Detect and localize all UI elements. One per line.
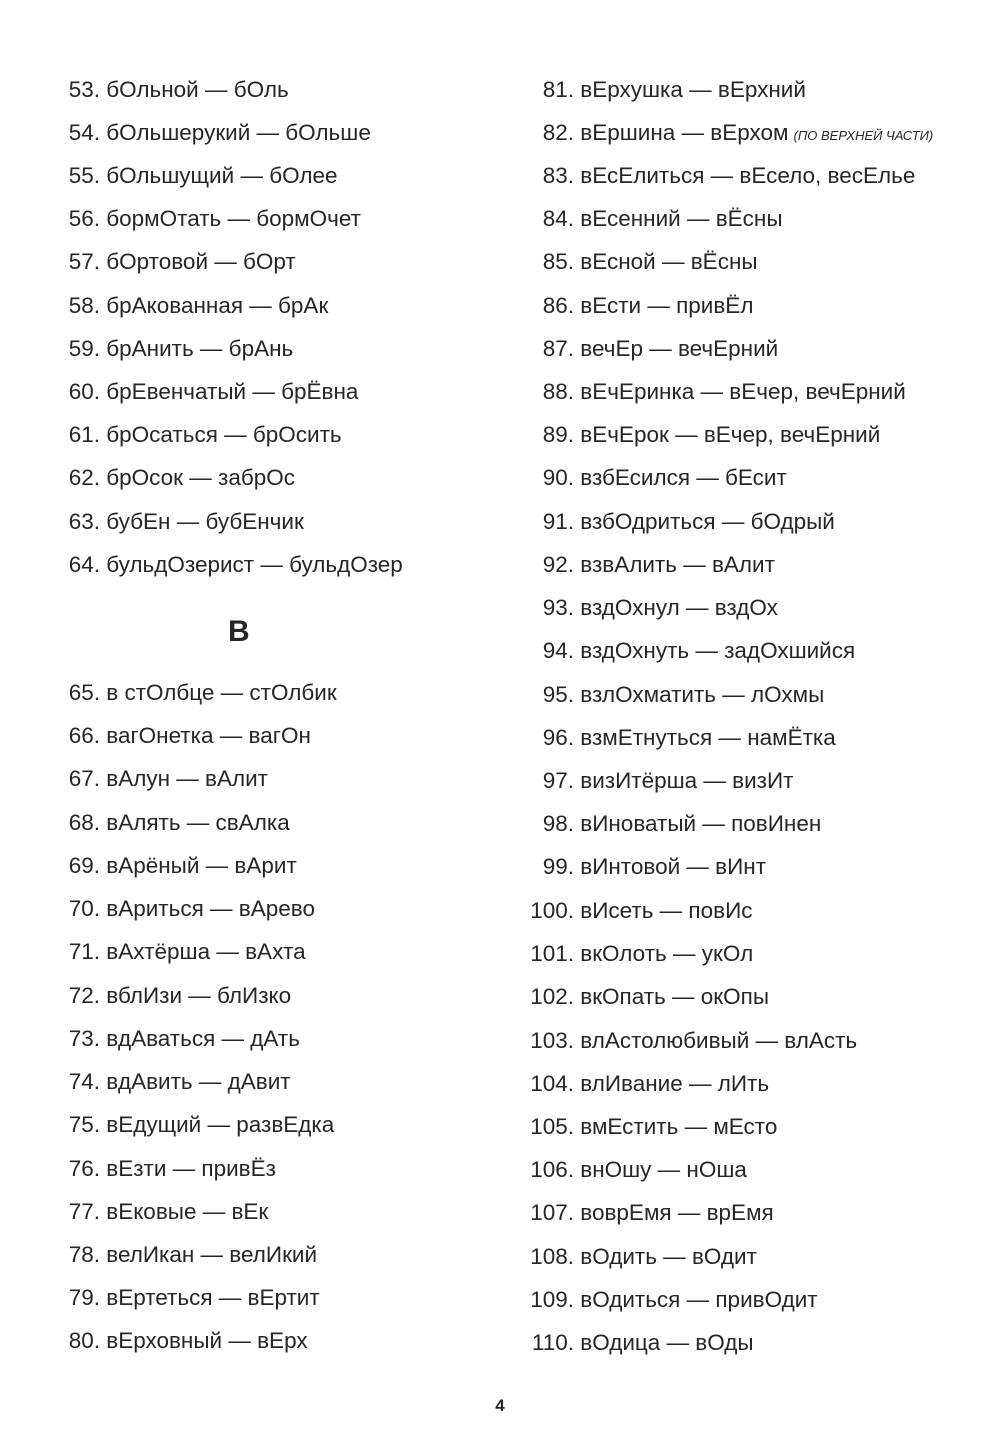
entry-number: 83. [542,163,574,188]
right-entry [0,1021,857,1061]
entry-number: 85. [542,249,574,274]
entry-word-pair: вечЕр — вечЕрний [574,336,779,361]
page-number: 4 [495,1396,505,1415]
entry-number: 104. [530,1071,574,1096]
entry-number: 95. [542,682,574,707]
entry-number: 57. [68,249,100,274]
entry-word-pair: вЕрхушка — вЕрхний [574,77,806,102]
right-entry [0,1323,754,1363]
entry-word-pair: вИсеть — повИс [574,898,753,923]
right-entry [0,847,766,887]
right-entry [0,372,906,412]
entry-word-pair: вИноватый — повИнен [574,811,822,836]
entry-number: 110. [531,1330,574,1355]
right-entry [0,891,753,931]
entry-word-pair: бОльшущий — бОлее [100,163,338,188]
entry-number: 109. [530,1287,574,1312]
entry-word-pair: взлОхматить — лОхмы [574,682,825,707]
right-entry [0,1064,769,1104]
entry-word-pair: вАриться — вАрево [100,896,315,921]
right-entry [0,1237,757,1277]
entry-word-pair: вАлять — свАлка [100,810,290,835]
entry-number: 74. [68,1069,100,1094]
entry-number: 76. [68,1156,100,1181]
entry-word-pair: воврЕмя — врЕмя [574,1200,774,1225]
entry-word-pair: брАкованная — брАк [100,293,329,318]
entry-word-pair: взбОдриться — бОдрый [574,509,835,534]
entry-number: 66. [68,723,100,748]
entry-number: 60. [68,379,100,404]
entry-word-pair: бубЕн — бубЕнчик [100,509,304,534]
entry-word-pair: вОдиться — привОдит [574,1287,818,1312]
entry-word-pair: вблИзи — блИзко [100,983,292,1008]
entry-word-pair: бОльшерукий — бОльше [100,120,371,145]
entry-word-pair: вЕзти — привЁз [100,1156,276,1181]
entry-number: 103. [530,1028,574,1053]
entry-word-pair: вЕршина — вЕрхом [574,120,789,145]
entry-word-pair: брОсок — забрОс [100,465,295,490]
entry-number: 53. [68,77,100,102]
entry-word-pair: вЕсенний — вЁсны [574,206,783,231]
entry-number: 91. [542,509,574,534]
entry-number: 86. [542,293,574,318]
entry-word-pair: бОртовой — бОрт [100,249,296,274]
entry-word-pair: вкОпать — окОпы [574,984,769,1009]
entry-word-pair: вдАвить — дАвит [100,1069,291,1094]
entry-word-pair: велИкан — велИкий [100,1242,318,1267]
entry-number: 90. [542,465,574,490]
entry-number: 81. [542,77,574,102]
right-entry [0,1107,777,1147]
entry-word-pair: вОдица — вОды [574,1330,754,1355]
entry-number: 78. [68,1242,100,1267]
entry-number: 62. [68,465,100,490]
entry-number: 64. [68,552,100,577]
entry-word-pair: вкОлоть — укОл [574,941,754,966]
entry-number: 88. [542,379,574,404]
right-entry [0,977,769,1017]
entry-number: 92. [542,552,574,577]
entry-number: 67. [68,766,100,791]
entry-number: 55. [68,163,100,188]
right-entry [0,199,783,239]
entry-number: 107. [530,1200,574,1225]
right-entry [0,458,787,498]
entry-number: 72. [68,983,100,1008]
entry-number: 100. [530,898,574,923]
right-entry [0,934,753,974]
right-entry [0,761,793,801]
entry-word-pair: вагОнетка — вагОн [100,723,311,748]
entry-number: 56. [68,206,100,231]
entry-number: 98. [542,811,574,836]
entry-word-pair: брОсаться — брОсить [100,422,342,447]
entry-number: 75. [68,1112,100,1137]
right-entry [0,156,915,196]
entry-number: 106. [530,1157,574,1182]
entry-number: 94. [542,638,574,663]
right-entry [0,804,821,844]
entry-word-pair: вдАваться — дАть [100,1026,300,1051]
entry-number: 102. [530,984,574,1009]
entry-number: 105. [530,1114,574,1139]
entry-number: 79. [68,1285,100,1310]
entry-word-pair: бормОтать — бормОчет [100,206,361,231]
entry-number: 61. [68,422,100,447]
entry-number: 58. [68,293,100,318]
entry-number: 101. [530,941,574,966]
right-entry [0,242,758,282]
entry-number: 97. [542,768,574,793]
entry-word-pair: взвАлить — вАлит [574,552,775,577]
right-entry [0,1150,747,1190]
entry-word-pair: брЕвенчатый — брЁвна [100,379,359,404]
entry-number: 89. [542,422,574,447]
right-entry [0,1193,774,1233]
entry-word-pair: вздОхнул — вздОх [574,595,778,620]
right-entry [0,1280,818,1320]
entry-number: 80. [68,1328,100,1353]
entry-word-pair: вмЕстить — мЕсто [574,1114,778,1139]
entry-word-pair: вЕдущий — развЕдка [100,1112,335,1137]
entry-number: 54. [68,120,100,145]
right-entry [0,113,933,153]
entry-number: 69. [68,853,100,878]
entry-word-pair: вЕртеться — вЕртит [100,1285,320,1310]
entry-number: 59. [68,336,100,361]
entry-word-pair: в стОлбце — стОлбик [100,680,337,705]
right-entry [0,718,836,758]
entry-word-pair: вАлун — вАлит [100,766,268,791]
right-entry [0,415,880,455]
entry-word-pair: вИнтовой — вИнт [574,854,767,879]
right-entry [0,675,824,715]
entry-word-pair: влАстолюбивый — влАсть [574,1028,858,1053]
entry-word-pair: бОльной — бОль [100,77,289,102]
entry-number: 108. [530,1244,574,1269]
entry-number: 87. [542,336,574,361]
entry-word-pair: влИвание — лИть [574,1071,770,1096]
entry-word-pair: вЕчЕрок — вЕчер, вечЕрний [574,422,881,447]
entry-number: 70. [68,896,100,921]
entry-number: 71. [68,939,100,964]
right-entry [0,70,806,110]
entry-word-pair: вздОхнуть — задОхшийся [574,638,856,663]
entry-word-pair: визИтёрша — визИт [574,768,794,793]
entry-number: 63. [68,509,100,534]
section-letter-heading: В [228,615,250,648]
entry-word-pair: вАхтёрша — вАхта [100,939,306,964]
entry-word-pair: вЕчЕринка — вЕчер, вечЕрний [574,379,906,404]
right-entry [0,631,855,671]
entry-word-pair: взмЕтнуться — намЁтка [574,725,836,750]
entry-word-pair: внОшу — нОша [574,1157,747,1182]
entry-word-pair: вЕрховный — вЕрх [100,1328,308,1353]
entry-note: (ПО ВЕРХНЕЙ ЧАСТИ) [793,128,934,143]
entry-number: 82. [542,120,574,145]
entry-number: 77. [68,1199,100,1224]
entry-number: 65. [68,680,100,705]
entry-number: 96. [542,725,574,750]
entry-number: 99. [542,854,574,879]
right-entry [0,545,775,585]
right-entry [0,286,753,326]
entry-word-pair: вЕковые — вЕк [100,1199,269,1224]
right-entry [0,502,835,542]
right-entry [0,329,778,369]
entry-number: 93. [542,595,574,620]
right-entry [0,588,778,628]
entry-word-pair: взбЕсился — бЕсит [574,465,787,490]
entry-word-pair: вЕсти — привЁл [574,293,754,318]
entry-word-pair: вОдить — вОдит [574,1244,757,1269]
entry-word-pair: вАрёный — вАрит [100,853,297,878]
entry-word-pair: бульдОзерист — бульдОзер [100,552,403,577]
entry-word-pair: брАнить — брАнь [100,336,294,361]
entry-word-pair: вЕсной — вЁсны [574,249,758,274]
entry-word-pair: вЕсЕлиться — вЕсело, весЕлье [574,163,916,188]
entry-number: 84. [542,206,574,231]
entry-number: 68. [68,810,100,835]
entry-number: 73. [68,1026,100,1051]
